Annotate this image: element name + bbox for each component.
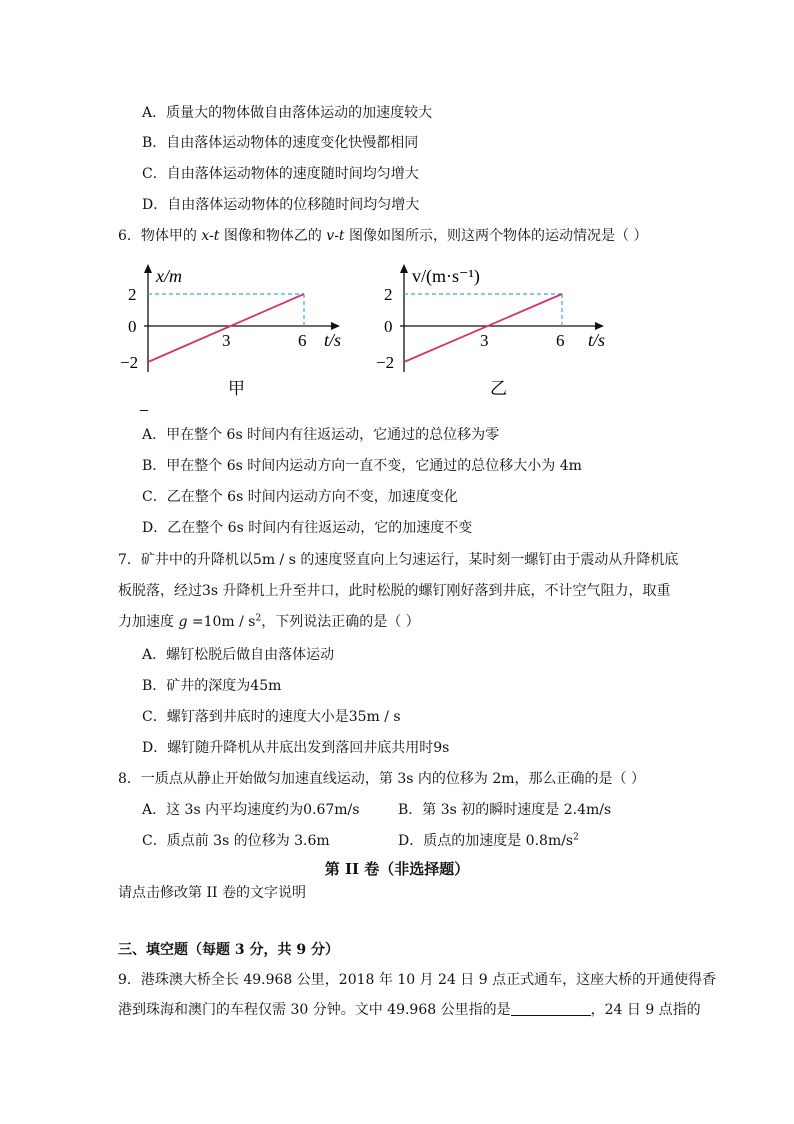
- q8-option-c: C．质点前 3s 的位移为 3.6m: [142, 833, 330, 849]
- graph-caption: 甲: [228, 379, 245, 398]
- y-tick-0: 0: [128, 317, 137, 336]
- q9-line-1: 9．港珠澳大桥全长 49.968 公里，2018 年 10 月 24 日 9 点正式通车，这座大桥的开通使得香: [118, 972, 717, 988]
- x-tick-6: 6: [298, 331, 307, 350]
- x-tick-6: 6: [556, 331, 565, 350]
- q7-line-3: 力加速度 $g =10m / s^2$，下列说法正确的是（ ）: [118, 613, 420, 630]
- x-axis-arrow: [331, 322, 340, 330]
- q6-stem: 6．物体甲的 x-t 图像和物体乙的 v-t 图像如图所示，则这两个物体的运动情况是（ ）: [118, 228, 648, 244]
- q8-option-a: A．这 3s 内平均速度约为0.67m/s: [142, 802, 360, 818]
- section-2-title: 第 II 卷（非选择题）: [324, 860, 470, 878]
- q6-option-c: C．乙在整个 6s 时间内运动方向不变，加速度变化: [142, 489, 458, 505]
- y-tick-neg2: −2: [120, 353, 139, 372]
- q6-option-d: D．乙在整个 6s 时间内有往返运动，它的加速度不变: [142, 520, 473, 536]
- q7-option-c: C．螺钉落到井底时的速度大小是35m / s: [142, 709, 401, 725]
- q9-line-2: 港到珠海和澳门的车程仅需 30 分钟。文中 49.968 公里指的是 ，24 日 9 点指的: [118, 1002, 701, 1018]
- graph-jia: [116, 262, 356, 402]
- stray-mark: [140, 410, 148, 411]
- x-tick-3: 3: [480, 331, 489, 350]
- q5-option-d: D．自由落体运动物体的位移随时间均匀增大: [142, 197, 420, 213]
- x-axis-label: t/s: [588, 330, 606, 350]
- q8-stem: 8．一质点从静止开始做匀加速直线运动，第 3s 内的位移为 2m，那么正确的是（ ）: [118, 771, 645, 787]
- q5-option-a: A．质量大的物体做自由落体运动的加速度较大: [142, 105, 433, 121]
- section-2-note[interactable]: 请点击修改第 II 卷的文字说明: [118, 885, 306, 901]
- q8-option-d: D．质点的加速度是 $0.8m/s^2$: [398, 832, 579, 849]
- graph-yi: [370, 262, 620, 402]
- xt-line: [148, 294, 304, 362]
- y-axis-label: x/m: [156, 266, 182, 286]
- y-axis-arrow: [400, 264, 408, 273]
- y-tick-neg2: −2: [376, 353, 395, 372]
- q7-option-d: D．螺钉随升降机从井底出发到落回井底共用时9s: [142, 740, 450, 756]
- q6-option-b: B．甲在整个 6s 时间内运动方向一直不变，它通过的总位移大小为 4m: [142, 458, 582, 474]
- y-axis-label: v/(m·s⁻¹): [412, 266, 480, 286]
- y-tick-2: 2: [384, 285, 393, 304]
- vt-line: [404, 294, 562, 362]
- graph-caption: 乙: [490, 379, 507, 398]
- q5-option-b: B．自由落体运动物体的速度变化快慢都相同: [142, 135, 419, 151]
- q8-option-b: B．第 3s 初的瞬时速度是 2.4m/s: [398, 802, 612, 818]
- y-axis-arrow: [144, 264, 152, 273]
- q7-line-1: 7．矿井中的升降机以5m / s 的速度竖直向上匀速运行，某时刻一螺钉由于震动从升降机底: [118, 552, 679, 568]
- q7-line-2: 板脱落，经过3s 升降机上升至井口，此时松脱的螺钉刚好落到井底，不计空气阻力，取重: [118, 583, 671, 599]
- answer-blank[interactable]: [511, 1001, 591, 1016]
- x-tick-3: 3: [222, 331, 231, 350]
- y-tick-0: 0: [384, 317, 393, 336]
- q5-option-c: C．自由落体运动物体的速度随时间均匀增大: [142, 166, 419, 182]
- x-axis-label: t/s: [324, 330, 342, 350]
- section-3-title: 三、填空题（每题 3 分，共 9 分）: [118, 942, 339, 958]
- x-axis-arrow: [595, 322, 604, 330]
- q7-option-a: A．螺钉松脱后做自由落体运动: [142, 647, 335, 663]
- y-tick-2: 2: [128, 285, 137, 304]
- q7-option-b: B．矿井的深度为45m: [142, 678, 282, 694]
- q6-option-a: A．甲在整个 6s 时间内有往返运动，它通过的总位移为零: [142, 427, 500, 443]
